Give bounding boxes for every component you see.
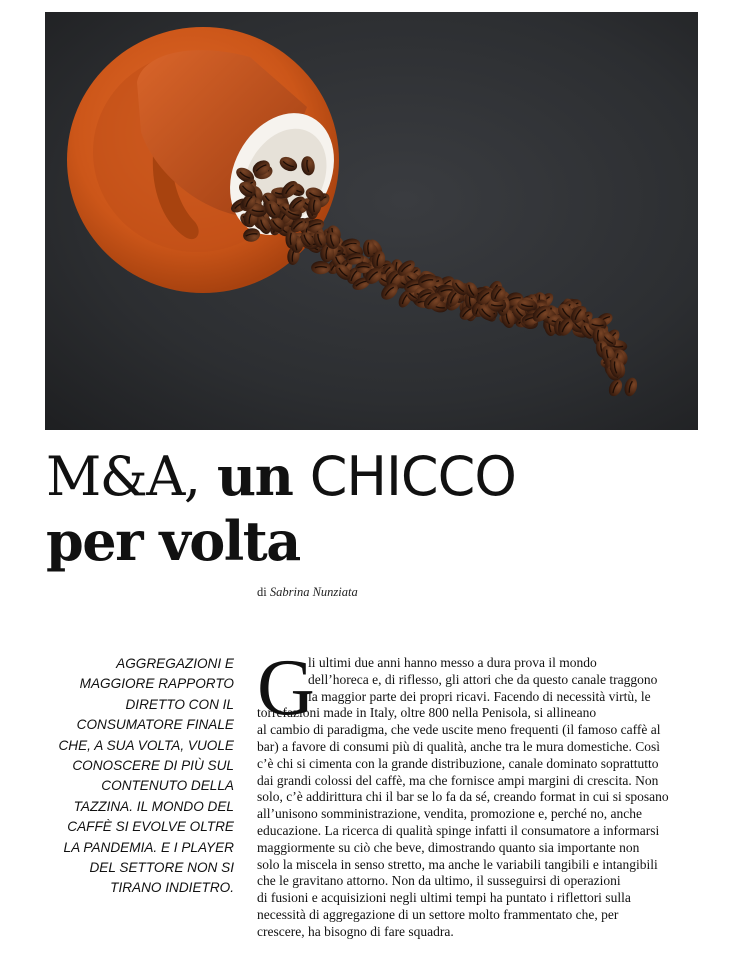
lede-text bbox=[48, 654, 234, 899]
lede-line: LA PANDEMIA. E I PLAYER bbox=[63, 839, 234, 855]
body-line: necessità di aggregazione di un settore molto frammentato che, per bbox=[257, 906, 619, 922]
body-line: torrefazioni made in Italy, oltre 800 nella Penisola, si allineano bbox=[257, 705, 597, 721]
body-line: li ultimi due anni hanno messo a dura prova il mondo bbox=[308, 655, 597, 670]
body-line: la maggior parte dei propri ricavi. Facendo di necessità virtù, le bbox=[308, 688, 651, 704]
headline-word-un: un bbox=[216, 444, 293, 508]
body-line: educazione. La ricerca di qualità spinge infatti il consumatore a informarsi bbox=[257, 822, 660, 838]
article-headline bbox=[46, 444, 696, 573]
lede-line: CONSUMATORE FINALE bbox=[76, 717, 234, 733]
body-line: maggiormente su ciò che beve, dimostrando quanto sia importante non bbox=[257, 839, 640, 855]
lede-line: DIRETTO CON IL bbox=[125, 696, 234, 712]
lede-line: CAFFÈ SI EVOLVE OLTRE bbox=[67, 819, 234, 835]
body-line: solo la miscela in senso stretto, ma anche le variabili tangibili e intangibili bbox=[257, 856, 658, 872]
headline-line-2: per volta bbox=[46, 509, 300, 573]
byline bbox=[257, 585, 358, 600]
byline-prefix: di bbox=[257, 585, 267, 599]
lede-line: CONTENUTO DELLA bbox=[101, 778, 234, 794]
body-line: di fusioni e acquisizioni negli ultimi tempi ha puntato i riflettori sulla bbox=[257, 890, 631, 906]
drop-cap: G bbox=[257, 644, 315, 732]
body-line: bar) a favore di consumi più di qualità, anche tra le mura domestiche. Così bbox=[257, 738, 660, 754]
hero-photo bbox=[45, 12, 698, 430]
lede-line: CHE, A SUA VOLTA, VUOLE bbox=[58, 737, 234, 753]
body-line: al cambio di paradigma, che vede uscite meno frequenti (il famoso caffè al bbox=[257, 722, 661, 738]
lede-line: MAGGIORE RAPPORTO bbox=[79, 676, 234, 692]
headline-word-chicco: CHICCO bbox=[309, 445, 516, 508]
body-line: crescere, ha bisogno di fare squadra. bbox=[257, 923, 454, 939]
lede-line: DEL SETTORE NON SI bbox=[89, 860, 234, 876]
byline-author: Sabrina Nunziata bbox=[269, 585, 358, 599]
body-text bbox=[257, 655, 697, 941]
lede-line: AGGREGAZIONI E bbox=[116, 656, 234, 671]
lede-line: TIRANO INDIETRO. bbox=[110, 880, 234, 896]
body-line: solo, c’è addirittura chi il bar se lo fa da sé, creando format in cui si sposano bbox=[257, 789, 669, 805]
headline-line-1 bbox=[46, 444, 696, 509]
body-line: che le gravitano attorno. Non da ultimo, il susseguirsi di operazioni bbox=[257, 873, 621, 889]
body-line: c’è chi si cimenta con la grande distribuzione, canale dominato soprattutto bbox=[257, 755, 659, 771]
body-line: dell’horeca e, di riflesso, gli attori che da questo canale traggono bbox=[308, 671, 658, 687]
lede-line: CONOSCERE DI PIÙ SUL bbox=[72, 758, 234, 774]
body-line: all’unisono somministrazione, vendita, promozione e, perché no, anche bbox=[257, 806, 643, 822]
body-line: dai grandi colossi del caffè, ma che fornisce ampi margini di crescita. Non bbox=[257, 772, 659, 788]
headline-word-ma: M&A, bbox=[46, 445, 200, 508]
lede-line: TAZZINA. IL MONDO DEL bbox=[73, 798, 234, 814]
